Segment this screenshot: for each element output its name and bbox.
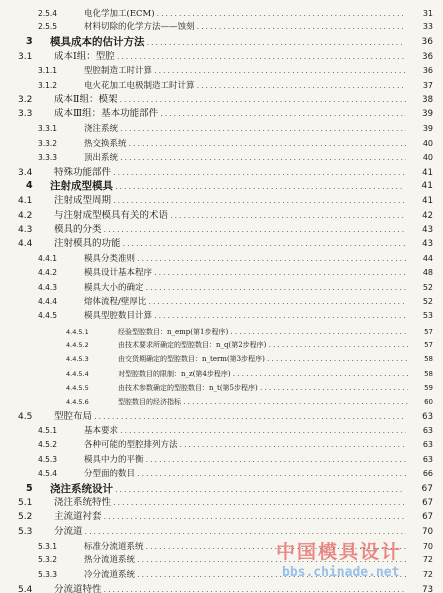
toc-entry-number: 4 bbox=[26, 180, 33, 191]
toc-entry bbox=[0, 210, 443, 222]
toc-entry-number: 4.4 bbox=[18, 239, 33, 249]
toc-entry-title: 模具型腔数目计算 . . . bbox=[84, 310, 406, 322]
toc-entry-number: 3.4 bbox=[18, 168, 33, 178]
toc-entry bbox=[0, 396, 443, 408]
toc-entry-number: 4.4.5 bbox=[38, 311, 58, 320]
toc-entry-title: 热交换系统 . . . bbox=[84, 138, 406, 150]
toc-entry-title: 型腔数目的经济指标 . . . bbox=[118, 396, 408, 408]
toc-entry-number: 4.4.3 bbox=[38, 283, 58, 292]
toc-entry bbox=[0, 253, 443, 265]
toc-entry-title: 模具分类准则 . . . bbox=[84, 253, 406, 265]
toc-entry-number: 3.3.2 bbox=[38, 139, 58, 148]
toc-entry-title: 基本要求 . . . bbox=[84, 425, 406, 437]
toc-entry bbox=[0, 36, 443, 48]
toc-entry-title: 成本Ⅰ组：型腔 . . . bbox=[54, 51, 406, 63]
toc-entry-page: 36 bbox=[422, 52, 433, 62]
toc-entry-number: 5.2 bbox=[18, 512, 33, 522]
toc-entry bbox=[0, 65, 443, 77]
toc-entry-title: 分流道 . . . bbox=[54, 526, 406, 538]
toc-entry bbox=[0, 80, 443, 92]
toc-entry-title: 分流道特性 . . . bbox=[54, 584, 406, 593]
toc-entry-page: 57 bbox=[424, 328, 433, 336]
toc-entry bbox=[0, 454, 443, 466]
toc-entry-number: 4.4.4 bbox=[38, 297, 58, 306]
toc-entry bbox=[0, 526, 443, 538]
toc-entry-number: 3.2 bbox=[18, 95, 33, 105]
toc-entry bbox=[0, 368, 443, 380]
toc-entry bbox=[0, 339, 443, 351]
toc-entry-number: 4.4.5.5 bbox=[66, 384, 89, 392]
toc-entry bbox=[0, 483, 443, 495]
toc-entry-title: 熔体流程/壁厚比 . . . bbox=[84, 296, 406, 308]
toc-entry-number: 5 bbox=[26, 483, 33, 494]
toc-entry-page: 63 bbox=[422, 412, 433, 422]
toc-entry-page: 43 bbox=[422, 239, 433, 249]
toc-entry-number: 4.4.5.1 bbox=[66, 328, 89, 336]
toc-entry-number: 4.3 bbox=[18, 225, 33, 235]
toc-entry-number: 4.4.1 bbox=[38, 254, 58, 263]
toc-entry bbox=[0, 180, 443, 192]
toc-entry-page: 72 bbox=[422, 555, 433, 564]
toc-entry-page: 59 bbox=[424, 384, 433, 392]
toc-entry-number: 5.3 bbox=[18, 527, 33, 537]
toc-entry-number: 5.1 bbox=[18, 498, 33, 508]
toc-entry-page: 40 bbox=[422, 153, 433, 162]
toc-entry bbox=[0, 569, 443, 581]
toc-entry-page: 42 bbox=[422, 211, 433, 221]
toc-entry-page: 67 bbox=[422, 498, 433, 508]
toc-entry-title: 由交货期确定的型腔数目：n_term(第3步程序) . . . bbox=[118, 353, 408, 365]
toc-entry-number: 5.3.3 bbox=[38, 570, 58, 579]
toc-entry-page: 73 bbox=[422, 585, 433, 593]
toc-entry-number: 4.4.5.2 bbox=[66, 341, 89, 349]
toc-entry-title: 冷分流道系统 . . . bbox=[84, 569, 406, 581]
toc-entry-title: 主流道衬套 . . . bbox=[54, 511, 406, 523]
toc-entry bbox=[0, 195, 443, 207]
toc-entry bbox=[0, 21, 443, 33]
toc-entry-page: 43 bbox=[422, 225, 433, 235]
toc-entry-number: 2.5.4 bbox=[38, 9, 58, 18]
toc-entry-number: 5.4 bbox=[18, 585, 33, 593]
toc-entry-title: 成本Ⅲ组：基本功能部件 . . . bbox=[54, 108, 406, 120]
toc-entry-page: 36 bbox=[421, 37, 433, 47]
toc-entry bbox=[0, 282, 443, 294]
toc-entry bbox=[0, 353, 443, 365]
toc-entry-number: 4.4.5.4 bbox=[66, 370, 89, 378]
toc-entry-number: 4.5.1 bbox=[38, 426, 58, 435]
toc-entry-title: 型腔制造工时计算 . . . bbox=[84, 65, 406, 77]
toc-entry bbox=[0, 123, 443, 135]
toc-entry-number: 3.3.1 bbox=[38, 124, 58, 133]
toc-entry bbox=[0, 8, 443, 20]
toc-entry-number: 4.2 bbox=[18, 211, 33, 221]
toc-entry-title: 材料切除的化学方法——蚀刻 . . . bbox=[84, 21, 406, 33]
toc-entry-number: 3 bbox=[26, 36, 33, 47]
toc-entry-page: 39 bbox=[422, 109, 433, 119]
toc-entry-page: 48 bbox=[422, 268, 433, 277]
toc-entry-page: 58 bbox=[424, 370, 433, 378]
toc-entry-page: 58 bbox=[424, 355, 433, 363]
toc-entry-page: 39 bbox=[422, 124, 433, 133]
toc-entry-number: 3.1 bbox=[18, 52, 33, 62]
toc-entry-title: 模具的分类 . . . bbox=[54, 224, 406, 236]
toc-entry-page: 44 bbox=[422, 254, 433, 263]
toc-entry-number: 2.5.5 bbox=[38, 22, 58, 31]
toc-entry bbox=[0, 511, 443, 523]
toc-entry-page: 33 bbox=[422, 22, 433, 31]
toc-entry-page: 66 bbox=[422, 469, 433, 478]
toc-entry-title: 注射成型周期 . . . bbox=[54, 195, 406, 207]
toc-entry-page: 67 bbox=[422, 512, 433, 522]
toc-entry-number: 4.4.5.3 bbox=[66, 355, 89, 363]
toc-entry-number: 4.5 bbox=[18, 412, 33, 422]
toc-entry bbox=[0, 411, 443, 423]
toc-entry-title: 电火花加工电极制造工时计算 . . . bbox=[84, 80, 406, 92]
toc-entry-page: 41 bbox=[421, 181, 433, 191]
toc-entry-number: 3.1.2 bbox=[38, 81, 58, 90]
toc-entry bbox=[0, 152, 443, 164]
toc-entry-number: 4.1 bbox=[18, 196, 33, 206]
toc-entry bbox=[0, 310, 443, 322]
toc-entry-number: 4.5.3 bbox=[38, 455, 58, 464]
toc-entry bbox=[0, 51, 443, 63]
toc-entry-title: 模具设计基本程序 . . . bbox=[84, 267, 406, 279]
toc-entry-title: 注射模具的功能 . . . bbox=[54, 238, 406, 250]
toc-entry bbox=[0, 167, 443, 179]
toc-entry-title: 浇注系统 . . . bbox=[84, 123, 406, 135]
toc-entry-number: 4.4.5.6 bbox=[66, 398, 89, 406]
toc-entry bbox=[0, 94, 443, 106]
toc-entry-number: 3.3 bbox=[18, 109, 33, 119]
toc-entry-page: 36 bbox=[422, 66, 433, 75]
toc-entry-page: 38 bbox=[422, 95, 433, 105]
toc-entry-page: 70 bbox=[422, 542, 433, 551]
toc-entry-page: 67 bbox=[421, 484, 433, 494]
toc-entry-number: 5.3.1 bbox=[38, 542, 58, 551]
toc-entry-title: 成本Ⅱ组：模架 . . . bbox=[54, 94, 406, 106]
watermark-url: bbs.chinade.net bbox=[282, 565, 400, 580]
toc-entry-page: 53 bbox=[422, 311, 433, 320]
toc-entry-number: 4.5.2 bbox=[38, 440, 58, 449]
toc-entry-number: 4.4.2 bbox=[38, 268, 58, 277]
toc-entry bbox=[0, 138, 443, 150]
toc-entry bbox=[0, 296, 443, 308]
toc-entry-title: 由技术要求所确定的型腔数目：n_q(第2步程序) . . . bbox=[118, 339, 408, 351]
toc-entry-title: 特殊功能部件 . . . bbox=[54, 167, 406, 179]
toc-entry-page: 70 bbox=[422, 527, 433, 537]
toc-entry-number: 3.1.1 bbox=[38, 66, 58, 75]
toc-entry-title: 分型面的数目 . . . bbox=[84, 468, 406, 480]
toc-entry-page: 52 bbox=[422, 283, 433, 292]
toc-entry-title: 模具中力的平衡 . . . bbox=[84, 454, 406, 466]
watermark-site-name: 中国模具设计 bbox=[276, 541, 403, 563]
toc-entry bbox=[0, 382, 443, 394]
toc-entry-title: 各种可能的型腔排列方法 . . . bbox=[84, 439, 406, 451]
toc-entry-title: 模具成本的估计方法 . . . bbox=[50, 36, 405, 49]
toc-entry-page: 63 bbox=[422, 455, 433, 464]
toc-entry bbox=[0, 267, 443, 279]
toc-entry bbox=[0, 238, 443, 250]
toc-entry-title: 由技术参数确定的型腔数目：n_t(第5步程序) . . . bbox=[118, 382, 408, 394]
toc-entry-title: 标准分流道系统 . . . bbox=[84, 541, 406, 553]
toc-entry bbox=[0, 497, 443, 509]
toc-entry-page: 63 bbox=[422, 426, 433, 435]
toc-entry-page: 41 bbox=[422, 168, 433, 178]
toc-entry-page: 63 bbox=[422, 440, 433, 449]
toc-entry bbox=[0, 584, 443, 593]
toc-entry-title: 浇注系统设计 . . . bbox=[50, 483, 405, 496]
toc-entry-number: 3.3.3 bbox=[38, 153, 58, 162]
toc-entry-title: 模具大小的确定 . . . bbox=[84, 282, 406, 294]
toc-entry-title: 电化学加工(ECM) . . . bbox=[84, 8, 406, 20]
toc-entry-page: 37 bbox=[422, 81, 433, 90]
toc-entry bbox=[0, 326, 443, 338]
toc-entry-page: 52 bbox=[422, 297, 433, 306]
toc-entry-page: 72 bbox=[422, 570, 433, 579]
toc-entry-title: 经验型腔数目：n_emp(第1步程序) . . . bbox=[118, 326, 408, 338]
toc-entry-title: 与注射成型模具有关的术语 . . . bbox=[54, 210, 406, 222]
toc-entry-title: 浇注系统特性 . . . bbox=[54, 497, 406, 509]
toc-entry-title: 注射成型模具 . . . bbox=[50, 180, 405, 193]
toc-entry bbox=[0, 554, 443, 566]
toc-entry-title: 热分流道系统 . . . bbox=[84, 554, 406, 566]
toc-entry-page: 57 bbox=[424, 341, 433, 349]
toc-entry-title: 型腔布局 . . . bbox=[54, 411, 406, 423]
toc-entry-title: 对型腔数目的限制：n_z(第4步程序) . . . bbox=[118, 368, 408, 380]
toc-entry-page: 31 bbox=[422, 9, 433, 18]
toc-entry bbox=[0, 425, 443, 437]
toc-entry-number: 4.5.4 bbox=[38, 469, 58, 478]
toc-entry bbox=[0, 108, 443, 120]
toc-entry bbox=[0, 224, 443, 236]
toc-entry bbox=[0, 439, 443, 451]
toc-entry-number: 5.3.2 bbox=[38, 555, 58, 564]
toc-entry-title: 顶出系统 . . . bbox=[84, 152, 406, 164]
toc-entry-page: 41 bbox=[422, 196, 433, 206]
toc-entry bbox=[0, 468, 443, 480]
toc-entry-page: 60 bbox=[424, 398, 433, 406]
toc-entry-page: 40 bbox=[422, 139, 433, 148]
toc-entry bbox=[0, 541, 443, 553]
